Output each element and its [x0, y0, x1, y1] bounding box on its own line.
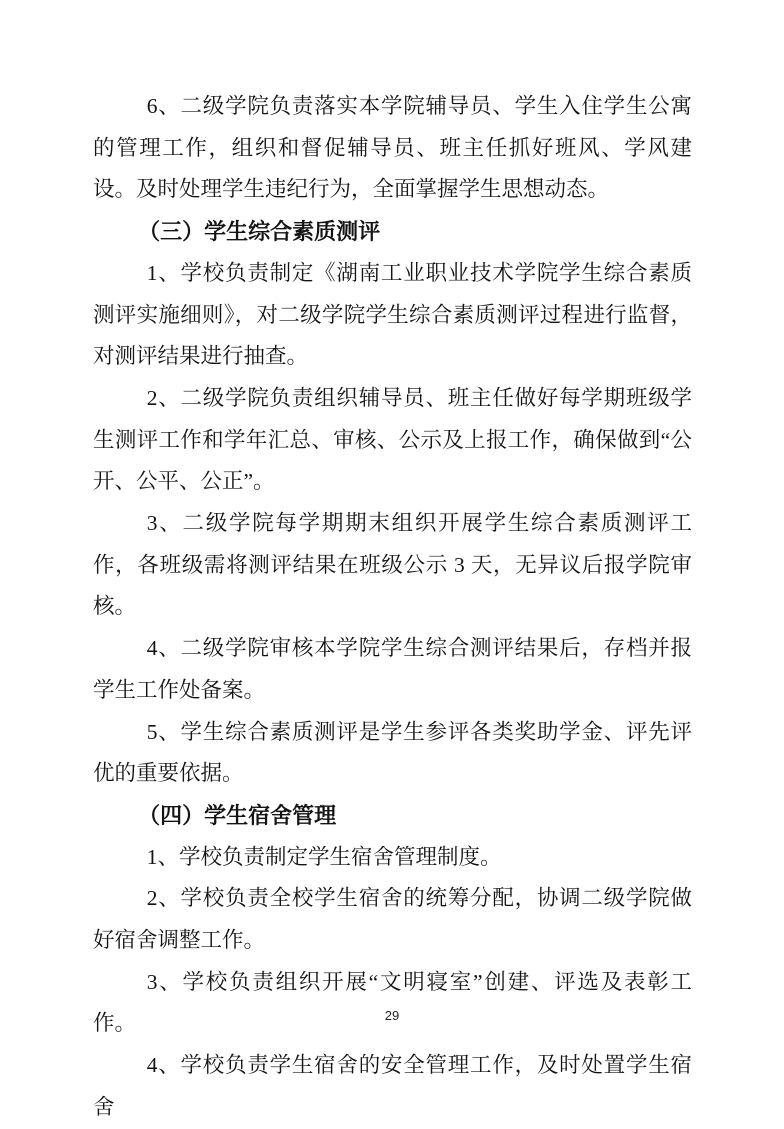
body-paragraph: 2、学校负责全校学生宿舍的统筹分配，协调二级学院做好宿舍调整工作。 [93, 886, 692, 953]
section-heading: （三）学生综合素质测评 [138, 219, 381, 245]
body-paragraph: 4、二级学院审核本学院学生综合测评结果后，存档并报学生工作处备案。 [93, 636, 692, 702]
body-paragraph: 1、学校负责制定《湖南工业职业技术学院学生综合素质测评实施细则》，对二级学院学生综合素质测评过程进行监督，对测评结果进行抽查。 [93, 260, 692, 369]
page-number: 29 [384, 1008, 400, 1023]
body-paragraph: 6、二级学院负责落实本学院辅导员、学生入住学生公寓的管理工作，组织和督促辅导员、班主任抓好班风、学风建设。及时处理学生违纪行为，全面掌握学生思想动态。 [93, 94, 692, 202]
body-paragraph: 4、学校负责学生宿舍的安全管理工作，及时处置学生宿舍 [93, 1053, 692, 1119]
body-paragraph: 1、学校负责制定学生宿舍管理制度。 [146, 844, 502, 869]
document-body [93, 86, 692, 1129]
body-paragraph: 3、二级学院每学期期末组织开展学生综合素质测评工作，各班级需将测评结果在班级公示 3 天，无异议后报学院审核。 [93, 511, 692, 619]
body-paragraph: 5、学生综合素质测评是学生参评各类奖助学金、评先评优的重要依据。 [93, 719, 692, 786]
body-paragraph: 2、二级学院负责组织辅导员、班主任做好每学期班级学生测评工作和学年汇总、审核、公示及上报工作，确保做到“公开、公平、公正”。 [93, 385, 692, 494]
section-heading: （四）学生宿舍管理 [138, 802, 337, 828]
body-paragraph: 3、学校负责组织开展“文明寝室”创建、评选及表彰工作。 [93, 969, 692, 1036]
